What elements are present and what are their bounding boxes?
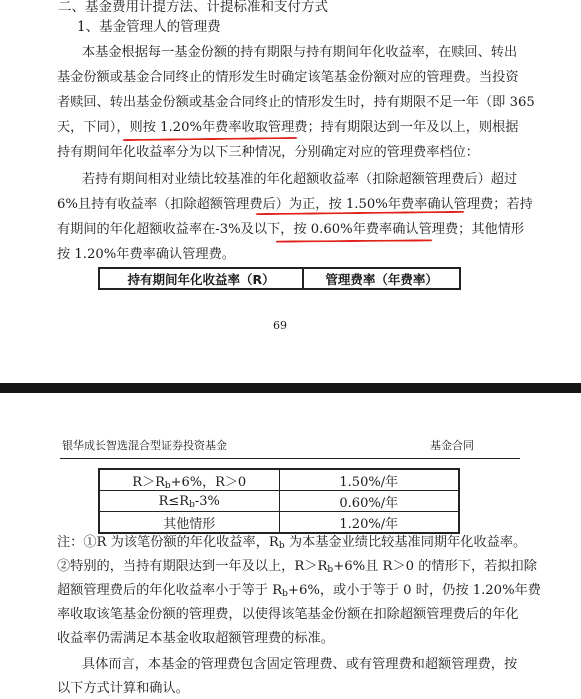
page-number: 69 bbox=[273, 319, 287, 332]
condition-cell: 其他情形 bbox=[99, 512, 279, 534]
para2-line3: 有期间的年化超额收益率在-3%及以下，按 0.60%年费率确认管理费；其他情形 bbox=[57, 222, 525, 237]
last-para-line1: 具体而言，本基金的管理费包含固定管理费、或有管理费和超额管理费，按 bbox=[82, 657, 518, 672]
para2-line2: 6%且持有收益率（扣除超额管理费后）为正，按 1.50%年费率确认管理费；若持 bbox=[57, 197, 533, 212]
table-row bbox=[99, 512, 459, 534]
page-separator bbox=[0, 383, 581, 393]
table-row bbox=[99, 491, 459, 512]
para2-line1: 若持有期间相对业绩比较基准的年化超额收益率（扣除超额管理费后）超过 bbox=[82, 172, 518, 187]
condition-cell: $R\le R_b-3\%$ bbox=[99, 491, 279, 512]
para1-line3: 者赎回、转出基金份额或基金合同终止的情形发生时，持有期限不足一年（即 365 bbox=[57, 95, 535, 110]
para1-line1: 本基金根据每一基金份额的持有期限与持有期间年化收益率，在赎回、转出 bbox=[82, 45, 518, 60]
para2-line4: 按 1.20%年费率确认管理费。 bbox=[57, 247, 235, 262]
red-underline-3 bbox=[276, 239, 432, 242]
note-line2: ②特别的，当持有期限达到一年及以上，$R>R_b+6\%$且 R＞0 的情形下，若拟扣除 bbox=[57, 559, 537, 575]
rate-cell: 0.60%/年 bbox=[279, 491, 459, 512]
para1-line2: 基金份额或基金合同终止的情形发生时确定该笔基金份额对应的管理费。当投资 bbox=[57, 70, 519, 85]
last-para-line2: 以下方式计算和确认。 bbox=[57, 681, 189, 696]
para1-line4: 天，下同），则按 1.20%年费率收取管理费；持有期限达到一年及以上，则根据 bbox=[57, 120, 519, 135]
header-management-fee-rate: 管理费率（年费率） bbox=[303, 268, 460, 289]
doc-type-header: 基金合同 bbox=[430, 439, 474, 452]
table-row bbox=[99, 469, 459, 491]
note-line5: 收益率仍需满足本基金收取超额管理费的标准。 bbox=[57, 631, 334, 646]
fee-rate-table-header bbox=[98, 267, 461, 290]
fund-name-header: 银华成长智选混合型证券投资基金 bbox=[62, 439, 227, 452]
note-line4: 率收取该笔基金份额的管理费，以使得该笔基金份额在扣除超额管理费后的年化 bbox=[57, 607, 519, 622]
note-line1: 注：①R 为该笔份额的年化收益率，$R_b$ 为本基金业绩比较基准同期年化收益率。 bbox=[57, 535, 527, 551]
fee-rate-table bbox=[98, 468, 460, 534]
header-annualized-return: 持有期间年化收益率（R） bbox=[99, 268, 303, 289]
sub-heading: 1、基金管理人的管理费 bbox=[77, 19, 221, 35]
condition-cell: $R>R_b+6\%$，R＞0 bbox=[99, 469, 279, 491]
header-rule bbox=[60, 458, 520, 459]
note-line3: 超额管理费后的年化收益率小于等于 $R_b+6\%$，或小于等于 0 时，仍按 1.20%年费 bbox=[57, 583, 541, 599]
rate-cell: 1.50%/年 bbox=[279, 469, 459, 491]
para1-line5: 持有期间年化收益率分为以下三种情况，分别确定对应的管理费率档位： bbox=[57, 145, 479, 160]
rate-cell: 1.20%/年 bbox=[279, 512, 459, 534]
section-heading: 二、基金费用计提方法、计提标准和支付方式 bbox=[58, 0, 328, 15]
